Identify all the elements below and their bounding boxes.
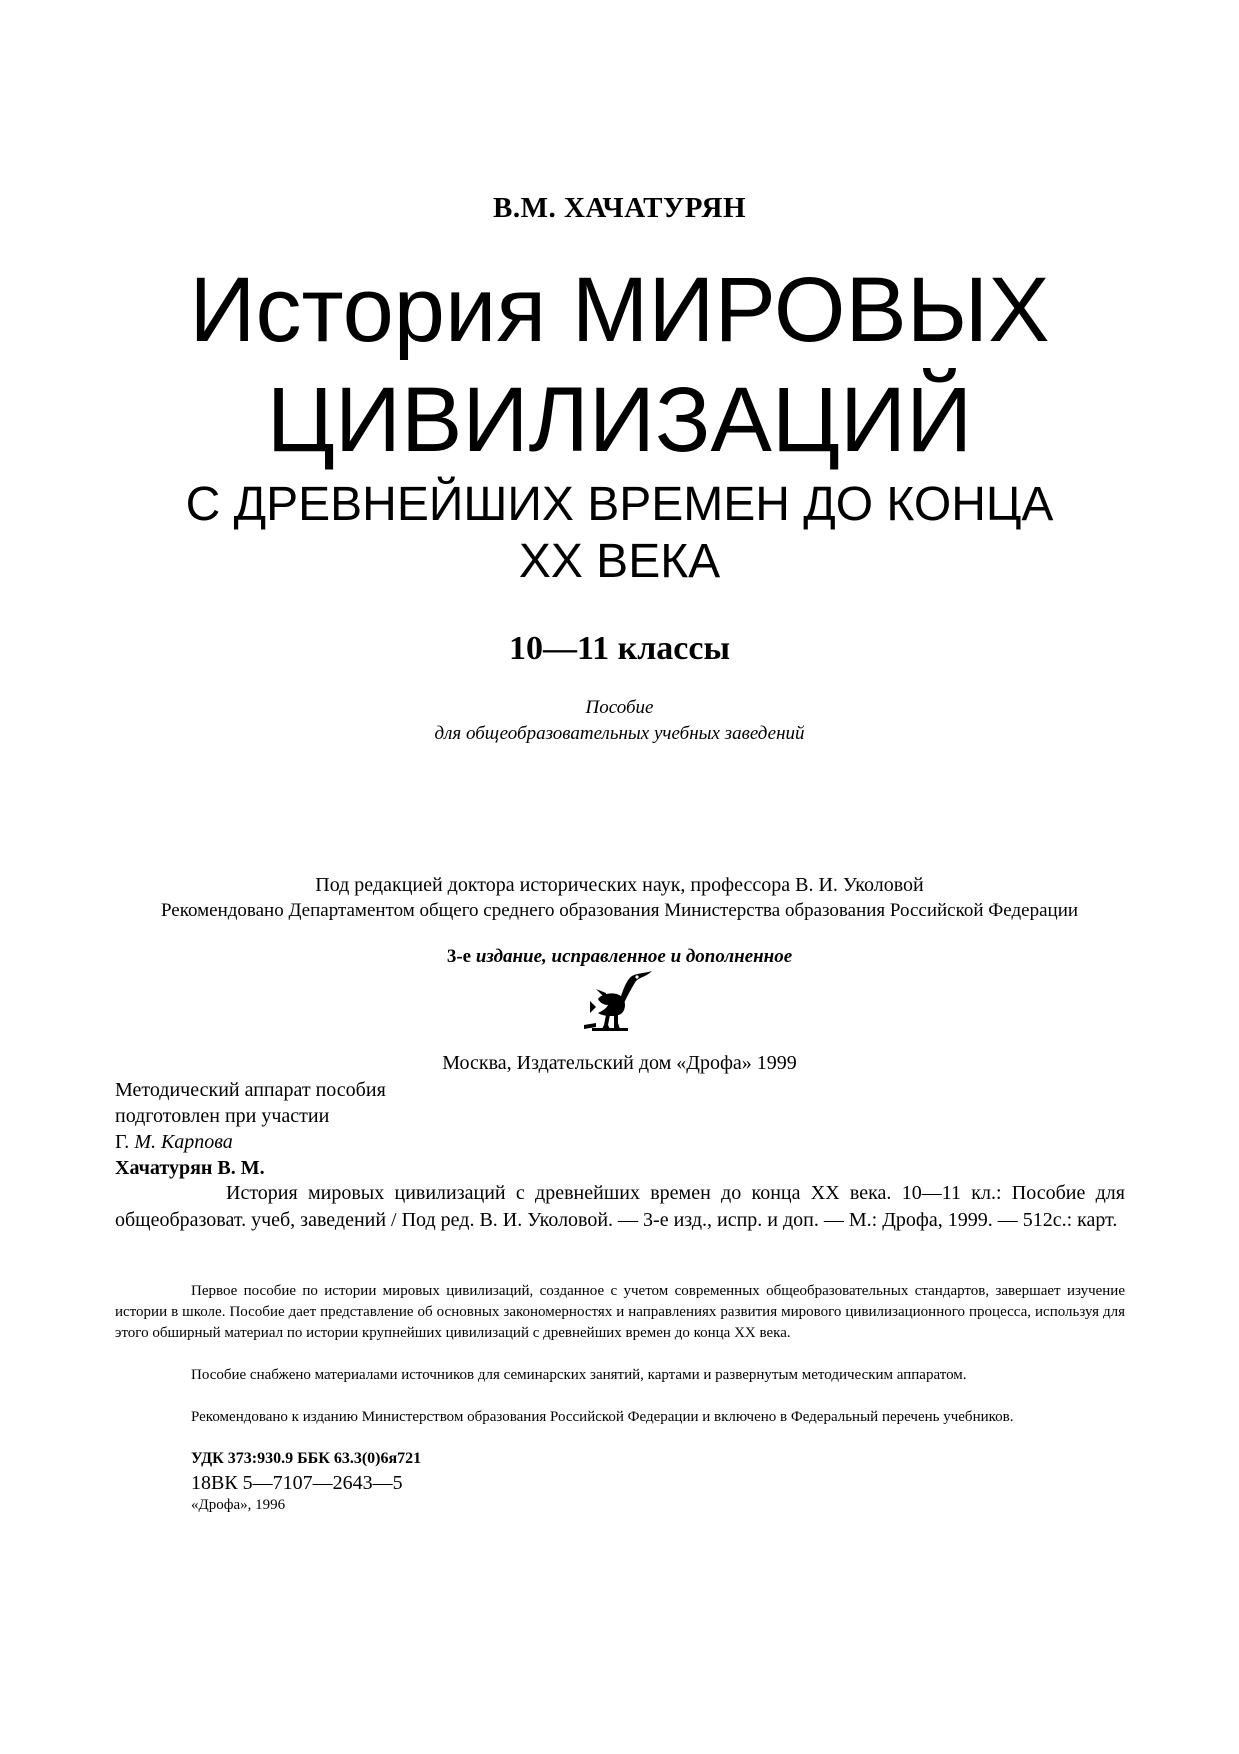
contributor-name: М. Карпова [134, 1131, 233, 1153]
methodology-line-1: Методический аппарат пособия [115, 1079, 386, 1101]
book-kind-line-1: Пособие [585, 697, 654, 718]
recommendation-line: Рекомендовано Департаментом общего среднего образования Министерства образования Российской Федерации [160, 900, 1079, 921]
edition-text: издание, исправленное и дополненное [475, 946, 793, 967]
methodology-line-3 [115, 1129, 233, 1155]
grades-label: 10—11 классы [508, 630, 731, 667]
bird-logo-icon [582, 967, 654, 1033]
abstract-paragraph-3: Рекомендовано к изданию Министерством образования Российской Федерации и включено в Федеральный перечень учебников. [191, 1409, 1014, 1425]
publisher-imprint: Москва, Издательский дом «Дрофа» 1999 [442, 1052, 797, 1074]
edition-line [0, 946, 1239, 968]
isbn-line: 18ВК 5—7107—2643—5 [191, 1472, 403, 1494]
book-title-line-1: История МИРОВЫХ [189, 259, 1050, 361]
book-subtitle-line-1: С ДРЕВНЕЙШИХ ВРЕМЕН ДО КОНЦА [185, 478, 1054, 531]
catalog-author: Хачатурян В. М. [115, 1157, 265, 1179]
abstract-paragraph-1: Первое пособие по истории мировых цивилизаций, созданное с учетом современных общеобразовательных стандартов, завершает изучение истории в школе. Пособие дает представление об основных закономерностях и направлениях развития мирового цивилизационного процесса, используя для этого обширный материал по истории крупнейших цивилизаций с древнейших времен до конца XX века. [115, 1283, 1125, 1341]
book-subtitle-line-2: XX ВЕКА [518, 535, 721, 588]
copyright-line: «Дрофа», 1996 [191, 1497, 286, 1513]
editor-line: Под редакцией доктора исторических наук, профессора В. И. Уколовой [315, 874, 924, 896]
contributor-initial: Г. [115, 1131, 130, 1153]
udk-bbk-codes: УДК 373:930.9 ББК 63.3(0)6я721 [191, 1450, 422, 1467]
edition-number: 3-е [446, 946, 472, 967]
abstract-paragraph-2: Пособие снабжено материалами источников для семинарских занятий, картами и развернутым методическим аппаратом. [191, 1367, 967, 1383]
book-kind-line-2: для общеобразовательных учебных заведений [434, 723, 805, 744]
book-title-line-2: ЦИВИЛИЗАЦИЙ [266, 369, 973, 471]
bibliographic-record: История мировых цивилизаций с древнейших времен до конца XX века. 10—11 кл.: Пособие для общеобразоват. учеб, заведений / Под ред. В. И. Уколовой. — 3-е изд., испр. и доп. — М.: Дрофа, 1999. — 512с.: карт. [115, 1182, 1125, 1231]
author-name: В.М. ХАЧАТУРЯН [492, 192, 747, 224]
methodology-line-2: подготовлен при участии [115, 1105, 330, 1127]
